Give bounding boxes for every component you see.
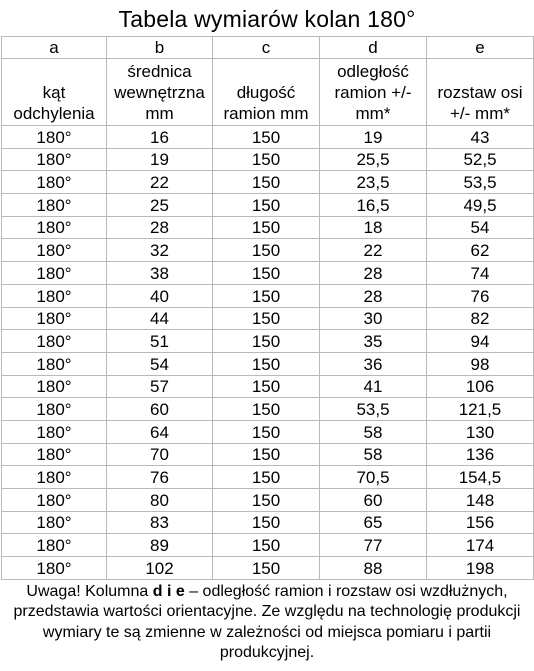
cell-angle: 180° xyxy=(2,534,107,557)
table-row xyxy=(2,443,534,466)
cell-angle: 180° xyxy=(2,194,107,217)
footnote xyxy=(0,582,534,664)
cell-arm-length: 150 xyxy=(213,239,320,262)
footnote-column-e: e xyxy=(175,582,185,600)
cell-axis-spacing: 130 xyxy=(427,420,534,443)
cell-inner-diameter: 25 xyxy=(107,194,213,217)
cell-angle: 180° xyxy=(2,148,107,171)
cell-inner-diameter: 89 xyxy=(107,534,213,557)
cell-arm-length: 150 xyxy=(213,262,320,285)
table-row xyxy=(2,194,534,217)
cell-arm-distance: 58 xyxy=(320,420,427,443)
cell-axis-spacing: 74 xyxy=(427,262,534,285)
cell-inner-diameter: 60 xyxy=(107,398,213,421)
table-body xyxy=(2,37,534,580)
cell-arm-length: 150 xyxy=(213,534,320,557)
cell-inner-diameter: 80 xyxy=(107,489,213,512)
cell-axis-spacing: 82 xyxy=(427,307,534,330)
table-row xyxy=(2,489,534,512)
cell-axis-spacing: 94 xyxy=(427,330,534,353)
cell-angle: 180° xyxy=(2,352,107,375)
cell-arm-distance: 77 xyxy=(320,534,427,557)
cell-angle: 180° xyxy=(2,307,107,330)
cell-arm-distance: 30 xyxy=(320,307,427,330)
cell-angle: 180° xyxy=(2,284,107,307)
cell-arm-distance: 28 xyxy=(320,262,427,285)
footnote-conjunction: i xyxy=(162,582,176,600)
cell-inner-diameter: 54 xyxy=(107,352,213,375)
cell-axis-spacing: 54 xyxy=(427,216,534,239)
table-row xyxy=(2,534,534,557)
table-row xyxy=(2,262,534,285)
cell-arm-distance: 65 xyxy=(320,511,427,534)
cell-inner-diameter: 32 xyxy=(107,239,213,262)
cell-angle: 180° xyxy=(2,420,107,443)
table-row xyxy=(2,466,534,489)
cell-arm-distance: 60 xyxy=(320,489,427,512)
cell-axis-spacing: 53,5 xyxy=(427,171,534,194)
column-header-angle: kąt odchylenia xyxy=(2,59,107,126)
cell-inner-diameter: 22 xyxy=(107,171,213,194)
table-row xyxy=(2,216,534,239)
cell-arm-length: 150 xyxy=(213,511,320,534)
cell-arm-length: 150 xyxy=(213,216,320,239)
footnote-text: – odległość ramion i rozstaw osi wzdłużnych, przedstawia wartości orientacyjne. Ze względu na technologię produkcji wymiary te są zmienne w zależności od miejsca pomiaru i partii produkcyjnej. xyxy=(13,582,521,662)
column-header-axis-spacing: rozstaw osi +/- mm* xyxy=(427,59,534,126)
table-row xyxy=(2,420,534,443)
cell-arm-length: 150 xyxy=(213,126,320,149)
table-row xyxy=(2,557,534,580)
column-letter-c: c xyxy=(213,37,320,59)
cell-axis-spacing: 136 xyxy=(427,443,534,466)
cell-axis-spacing: 49,5 xyxy=(427,194,534,217)
cell-axis-spacing: 98 xyxy=(427,352,534,375)
column-letter-row xyxy=(2,37,534,59)
cell-arm-length: 150 xyxy=(213,557,320,580)
cell-arm-length: 150 xyxy=(213,398,320,421)
cell-angle: 180° xyxy=(2,126,107,149)
cell-arm-distance: 58 xyxy=(320,443,427,466)
column-letter-b: b xyxy=(107,37,213,59)
cell-arm-length: 150 xyxy=(213,375,320,398)
cell-arm-length: 150 xyxy=(213,284,320,307)
cell-arm-distance: 18 xyxy=(320,216,427,239)
column-letter-d: d xyxy=(320,37,427,59)
cell-inner-diameter: 16 xyxy=(107,126,213,149)
cell-arm-length: 150 xyxy=(213,307,320,330)
cell-axis-spacing: 106 xyxy=(427,375,534,398)
table-row xyxy=(2,511,534,534)
cell-angle: 180° xyxy=(2,262,107,285)
cell-arm-length: 150 xyxy=(213,171,320,194)
column-header-arm-distance: odległość ramion +/- mm* xyxy=(320,59,427,126)
table-title: Tabela wymiarów kolan 180° xyxy=(118,6,416,32)
table-row xyxy=(2,171,534,194)
cell-angle: 180° xyxy=(2,216,107,239)
table-row xyxy=(2,330,534,353)
cell-angle: 180° xyxy=(2,375,107,398)
cell-angle: 180° xyxy=(2,466,107,489)
table-row xyxy=(2,126,534,149)
cell-arm-distance: 88 xyxy=(320,557,427,580)
dimensions-table xyxy=(1,36,534,580)
table-row xyxy=(2,148,534,171)
cell-arm-length: 150 xyxy=(213,330,320,353)
cell-arm-length: 150 xyxy=(213,194,320,217)
cell-axis-spacing: 121,5 xyxy=(427,398,534,421)
cell-inner-diameter: 70 xyxy=(107,443,213,466)
cell-axis-spacing: 52,5 xyxy=(427,148,534,171)
column-letter-e: e xyxy=(427,37,534,59)
table-row xyxy=(2,284,534,307)
column-header-row xyxy=(2,59,534,126)
cell-axis-spacing: 156 xyxy=(427,511,534,534)
cell-arm-length: 150 xyxy=(213,352,320,375)
cell-inner-diameter: 64 xyxy=(107,420,213,443)
cell-inner-diameter: 76 xyxy=(107,466,213,489)
cell-arm-distance: 70,5 xyxy=(320,466,427,489)
cell-arm-length: 150 xyxy=(213,148,320,171)
cell-axis-spacing: 174 xyxy=(427,534,534,557)
cell-arm-length: 150 xyxy=(213,420,320,443)
cell-arm-distance: 22 xyxy=(320,239,427,262)
cell-axis-spacing: 76 xyxy=(427,284,534,307)
cell-arm-distance: 23,5 xyxy=(320,171,427,194)
column-letter-a: a xyxy=(2,37,107,59)
cell-axis-spacing: 154,5 xyxy=(427,466,534,489)
footnote-column-d: d xyxy=(152,582,163,600)
cell-angle: 180° xyxy=(2,398,107,421)
cell-axis-spacing: 43 xyxy=(427,126,534,149)
cell-inner-diameter: 102 xyxy=(107,557,213,580)
footnote-prefix: Uwaga! Kolumna xyxy=(26,582,153,600)
table-row xyxy=(2,307,534,330)
cell-angle: 180° xyxy=(2,511,107,534)
cell-angle: 180° xyxy=(2,330,107,353)
cell-inner-diameter: 44 xyxy=(107,307,213,330)
cell-inner-diameter: 51 xyxy=(107,330,213,353)
table-row xyxy=(2,352,534,375)
table-row xyxy=(2,398,534,421)
cell-arm-distance: 35 xyxy=(320,330,427,353)
cell-inner-diameter: 57 xyxy=(107,375,213,398)
cell-axis-spacing: 198 xyxy=(427,557,534,580)
column-header-arm-length: długość ramion mm xyxy=(213,59,320,126)
cell-arm-distance: 25,5 xyxy=(320,148,427,171)
cell-arm-length: 150 xyxy=(213,489,320,512)
cell-angle: 180° xyxy=(2,171,107,194)
cell-axis-spacing: 62 xyxy=(427,239,534,262)
cell-inner-diameter: 40 xyxy=(107,284,213,307)
cell-inner-diameter: 83 xyxy=(107,511,213,534)
cell-arm-length: 150 xyxy=(213,443,320,466)
cell-arm-distance: 16,5 xyxy=(320,194,427,217)
cell-inner-diameter: 38 xyxy=(107,262,213,285)
column-header-inner-diameter: średnica wewnętrzna mm xyxy=(107,59,213,126)
cell-arm-distance: 28 xyxy=(320,284,427,307)
cell-inner-diameter: 19 xyxy=(107,148,213,171)
cell-arm-length: 150 xyxy=(213,466,320,489)
cell-angle: 180° xyxy=(2,557,107,580)
cell-arm-distance: 19 xyxy=(320,126,427,149)
cell-angle: 180° xyxy=(2,239,107,262)
cell-arm-distance: 41 xyxy=(320,375,427,398)
table-row xyxy=(2,375,534,398)
table-row xyxy=(2,239,534,262)
cell-inner-diameter: 28 xyxy=(107,216,213,239)
cell-angle: 180° xyxy=(2,443,107,466)
cell-arm-distance: 53,5 xyxy=(320,398,427,421)
cell-arm-distance: 36 xyxy=(320,352,427,375)
cell-axis-spacing: 148 xyxy=(427,489,534,512)
cell-angle: 180° xyxy=(2,489,107,512)
